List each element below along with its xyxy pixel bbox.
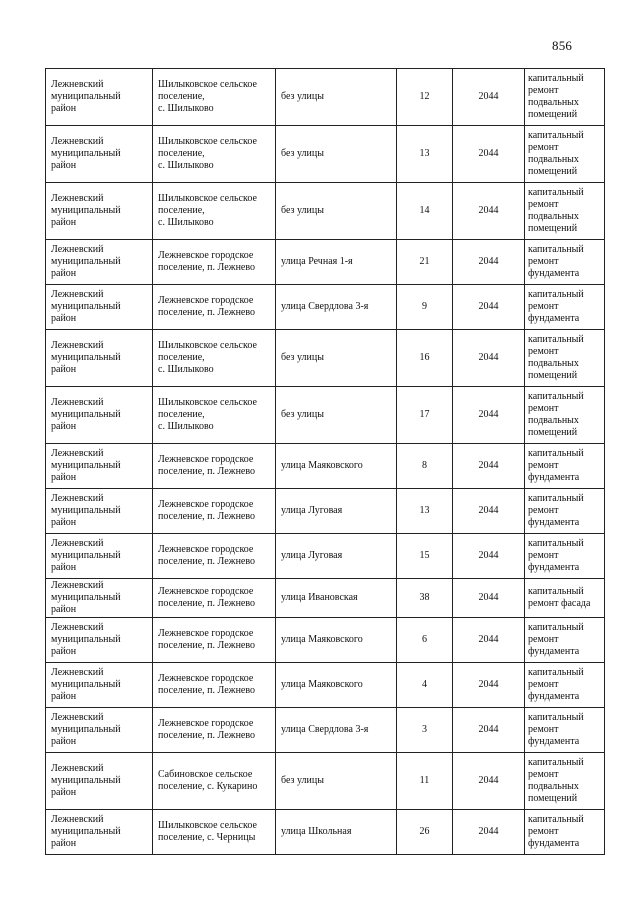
- street-cell-text: улица Ивановская: [281, 592, 358, 603]
- house-number-cell-text: 14: [419, 205, 430, 216]
- year-cell: [453, 618, 525, 663]
- settlement-cell-text: Сабиновское сельское поселение, с. Кукарино: [158, 769, 258, 792]
- settlement-cell-text: Шилыковское сельское поселение, с. Шилыково: [158, 397, 257, 432]
- settlement-cell-text: Лежневское городское поселение, п. Лежнево: [158, 544, 256, 567]
- work-type-cell: [525, 663, 605, 708]
- year-cell-text: 2044: [478, 724, 499, 735]
- year-cell-text: 2044: [478, 775, 499, 786]
- street-cell: [276, 183, 397, 240]
- year-cell: [453, 753, 525, 810]
- district-cell: [46, 534, 153, 579]
- work-type-cell-text: капитальный ремонт фундамента: [528, 538, 584, 573]
- street-cell: [276, 708, 397, 753]
- district-cell-text: Лежневский муниципальный район: [51, 814, 121, 849]
- house-number-cell: [397, 444, 453, 489]
- year-cell: [453, 708, 525, 753]
- work-type-cell: [525, 534, 605, 579]
- work-type-cell-text: капитальный ремонт фундамента: [528, 244, 584, 279]
- house-number-cell: [397, 240, 453, 285]
- table-row: [46, 579, 605, 618]
- street-cell: [276, 618, 397, 663]
- table-row: [46, 444, 605, 489]
- street-cell-text: без улицы: [281, 148, 324, 159]
- table-row: [46, 534, 605, 579]
- street-cell: [276, 810, 397, 855]
- street-cell-text: без улицы: [281, 205, 324, 216]
- street-cell-text: улица Маяковского: [281, 634, 363, 645]
- settlement-cell: [153, 579, 276, 618]
- house-number-cell: [397, 285, 453, 330]
- district-cell-text: Лежневский муниципальный район: [51, 397, 121, 432]
- house-number-cell: [397, 183, 453, 240]
- work-type-cell-text: капитальный ремонт фундамента: [528, 814, 584, 849]
- district-cell-text: Лежневский муниципальный район: [51, 79, 121, 114]
- house-number-cell-text: 21: [419, 256, 430, 267]
- district-cell: [46, 708, 153, 753]
- street-cell: [276, 753, 397, 810]
- page-number: 856: [552, 38, 573, 53]
- district-cell-text: Лежневский муниципальный район: [51, 340, 121, 375]
- work-type-cell-text: капитальный ремонт фундамента: [528, 448, 584, 483]
- settlement-cell-text: Шилыковское сельское поселение, с. Шилыково: [158, 340, 257, 375]
- district-cell: [46, 69, 153, 126]
- work-type-cell: [525, 330, 605, 387]
- year-cell-text: 2044: [478, 505, 499, 516]
- year-cell-text: 2044: [478, 301, 499, 312]
- year-cell-text: 2044: [478, 91, 499, 102]
- year-cell-text: 2044: [478, 148, 499, 159]
- settlement-cell: [153, 810, 276, 855]
- street-cell-text: улица Маяковского: [281, 460, 363, 471]
- repair-schedule-table: [45, 68, 605, 855]
- street-cell-text: улица Речная 1-я: [281, 256, 353, 267]
- house-number-cell-text: 15: [419, 550, 430, 561]
- year-cell: [453, 444, 525, 489]
- year-cell: [453, 183, 525, 240]
- district-cell-text: Лежневский муниципальный район: [51, 448, 121, 483]
- year-cell: [453, 534, 525, 579]
- house-number-cell: [397, 534, 453, 579]
- work-type-cell: [525, 285, 605, 330]
- settlement-cell-text: Шилыковское сельское поселение, с. Черницы: [158, 820, 257, 843]
- settlement-cell: [153, 663, 276, 708]
- settlement-cell-text: Лежневское городское поселение, п. Лежнево: [158, 718, 256, 741]
- street-cell-text: улица Свердлова 3-я: [281, 301, 369, 312]
- settlement-cell: [153, 708, 276, 753]
- street-cell: [276, 285, 397, 330]
- house-number-cell-text: 11: [419, 775, 430, 786]
- house-number-cell-text: 4: [422, 679, 427, 690]
- house-number-cell: [397, 126, 453, 183]
- table-row: [46, 285, 605, 330]
- year-cell-text: 2044: [478, 409, 499, 420]
- house-number-cell: [397, 330, 453, 387]
- house-number-cell-text: 38: [419, 592, 430, 603]
- year-cell: [453, 240, 525, 285]
- street-cell-text: без улицы: [281, 352, 324, 363]
- house-number-cell-text: 13: [419, 505, 430, 516]
- district-cell: [46, 444, 153, 489]
- street-cell: [276, 240, 397, 285]
- street-cell: [276, 489, 397, 534]
- work-type-cell: [525, 753, 605, 810]
- table-row: [46, 708, 605, 753]
- work-type-cell-text: капитальный ремонт фасада: [528, 586, 591, 609]
- district-cell: [46, 618, 153, 663]
- year-cell: [453, 387, 525, 444]
- work-type-cell-text: капитальный ремонт фундамента: [528, 667, 584, 702]
- year-cell-text: 2044: [478, 634, 499, 645]
- street-cell: [276, 69, 397, 126]
- district-cell-text: Лежневский муниципальный район: [51, 580, 121, 615]
- work-type-cell: [525, 126, 605, 183]
- street-cell: [276, 387, 397, 444]
- settlement-cell: [153, 618, 276, 663]
- work-type-cell-text: капитальный ремонт подвальных помещений: [528, 757, 584, 804]
- settlement-cell: [153, 387, 276, 444]
- work-type-cell: [525, 444, 605, 489]
- house-number-cell-text: 9: [422, 301, 427, 312]
- district-cell: [46, 810, 153, 855]
- house-number-cell: [397, 618, 453, 663]
- settlement-cell-text: Шилыковское сельское поселение, с. Шилыково: [158, 136, 257, 171]
- work-type-cell: [525, 579, 605, 618]
- settlement-cell: [153, 69, 276, 126]
- settlement-cell: [153, 285, 276, 330]
- table-row: [46, 663, 605, 708]
- year-cell: [453, 579, 525, 618]
- year-cell: [453, 663, 525, 708]
- house-number-cell: [397, 387, 453, 444]
- house-number-cell: [397, 69, 453, 126]
- district-cell-text: Лежневский муниципальный район: [51, 193, 121, 228]
- settlement-cell: [153, 240, 276, 285]
- district-cell: [46, 183, 153, 240]
- street-cell-text: улица Свердлова 3-я: [281, 724, 369, 735]
- table-row: [46, 330, 605, 387]
- district-cell-text: Лежневский муниципальный район: [51, 622, 121, 657]
- table-row: [46, 387, 605, 444]
- work-type-cell-text: капитальный ремонт подвальных помещений: [528, 391, 584, 438]
- district-cell: [46, 579, 153, 618]
- work-type-cell-text: капитальный ремонт фундамента: [528, 289, 584, 324]
- year-cell: [453, 330, 525, 387]
- district-cell: [46, 489, 153, 534]
- table-row: [46, 240, 605, 285]
- work-type-cell-text: капитальный ремонт фундамента: [528, 622, 584, 657]
- street-cell: [276, 126, 397, 183]
- settlement-cell: [153, 183, 276, 240]
- year-cell: [453, 285, 525, 330]
- street-cell: [276, 330, 397, 387]
- year-cell-text: 2044: [478, 592, 499, 603]
- work-type-cell-text: капитальный ремонт подвальных помещений: [528, 187, 584, 234]
- street-cell-text: улица Маяковского: [281, 679, 363, 690]
- house-number-cell: [397, 708, 453, 753]
- district-cell-text: Лежневский муниципальный район: [51, 493, 121, 528]
- district-cell-text: Лежневский муниципальный район: [51, 289, 121, 324]
- house-number-cell: [397, 810, 453, 855]
- work-type-cell-text: капитальный ремонт фундамента: [528, 493, 584, 528]
- year-cell-text: 2044: [478, 679, 499, 690]
- street-cell-text: без улицы: [281, 91, 324, 102]
- district-cell-text: Лежневский муниципальный район: [51, 712, 121, 747]
- street-cell-text: улица Луговая: [281, 550, 343, 561]
- settlement-cell: [153, 489, 276, 534]
- house-number-cell: [397, 753, 453, 810]
- work-type-cell: [525, 240, 605, 285]
- year-cell: [453, 69, 525, 126]
- table-row: [46, 126, 605, 183]
- table-row: [46, 753, 605, 810]
- work-type-cell-text: капитальный ремонт подвальных помещений: [528, 73, 584, 120]
- settlement-cell: [153, 444, 276, 489]
- year-cell-text: 2044: [478, 826, 499, 837]
- year-cell-text: 2044: [478, 256, 499, 267]
- work-type-cell: [525, 618, 605, 663]
- year-cell: [453, 810, 525, 855]
- district-cell: [46, 663, 153, 708]
- settlement-cell: [153, 126, 276, 183]
- work-type-cell: [525, 69, 605, 126]
- year-cell-text: 2044: [478, 550, 499, 561]
- work-type-cell: [525, 183, 605, 240]
- street-cell: [276, 444, 397, 489]
- table-row: [46, 183, 605, 240]
- table-body: [46, 69, 605, 855]
- house-number-cell-text: 6: [422, 634, 427, 645]
- district-cell: [46, 126, 153, 183]
- table-row: [46, 618, 605, 663]
- street-cell: [276, 579, 397, 618]
- district-cell-text: Лежневский муниципальный район: [51, 538, 121, 573]
- year-cell: [453, 489, 525, 534]
- year-cell-text: 2044: [478, 205, 499, 216]
- year-cell: [453, 126, 525, 183]
- house-number-cell: [397, 579, 453, 618]
- settlement-cell-text: Шилыковское сельское поселение, с. Шилыково: [158, 79, 257, 114]
- work-type-cell: [525, 810, 605, 855]
- street-cell-text: без улицы: [281, 409, 324, 420]
- settlement-cell-text: Лежневское городское поселение, п. Лежнево: [158, 628, 256, 651]
- street-cell: [276, 534, 397, 579]
- settlement-cell-text: Лежневское городское поселение, п. Лежнево: [158, 295, 256, 318]
- district-cell-text: Лежневский муниципальный район: [51, 667, 121, 702]
- street-cell-text: улица Школьная: [281, 826, 352, 837]
- house-number-cell-text: 3: [422, 724, 427, 735]
- district-cell: [46, 330, 153, 387]
- settlement-cell: [153, 753, 276, 810]
- work-type-cell: [525, 708, 605, 753]
- settlement-cell: [153, 534, 276, 579]
- settlement-cell-text: Лежневское городское поселение, п. Лежнево: [158, 250, 256, 273]
- work-type-cell-text: капитальный ремонт фундамента: [528, 712, 584, 747]
- work-type-cell-text: капитальный ремонт подвальных помещений: [528, 334, 584, 381]
- house-number-cell-text: 17: [419, 409, 430, 420]
- house-number-cell: [397, 489, 453, 534]
- street-cell-text: улица Луговая: [281, 505, 343, 516]
- settlement-cell-text: Лежневское городское поселение, п. Лежнево: [158, 586, 256, 609]
- street-cell: [276, 663, 397, 708]
- house-number-cell-text: 26: [419, 826, 430, 837]
- district-cell-text: Лежневский муниципальный район: [51, 763, 121, 798]
- district-cell: [46, 240, 153, 285]
- house-number-cell: [397, 663, 453, 708]
- table-row: [46, 69, 605, 126]
- district-cell: [46, 285, 153, 330]
- street-cell-text: без улицы: [281, 775, 324, 786]
- table-row: [46, 810, 605, 855]
- table-row: [46, 489, 605, 534]
- district-cell: [46, 753, 153, 810]
- settlement-cell: [153, 330, 276, 387]
- settlement-cell-text: Лежневское городское поселение, п. Лежнево: [158, 673, 256, 696]
- district-cell-text: Лежневский муниципальный район: [51, 244, 121, 279]
- work-type-cell: [525, 489, 605, 534]
- work-type-cell: [525, 387, 605, 444]
- year-cell-text: 2044: [478, 352, 499, 363]
- district-cell: [46, 387, 153, 444]
- settlement-cell-text: Лежневское городское поселение, п. Лежнево: [158, 454, 256, 477]
- house-number-cell-text: 8: [422, 460, 427, 471]
- settlement-cell-text: Лежневское городское поселение, п. Лежнево: [158, 499, 256, 522]
- district-cell-text: Лежневский муниципальный район: [51, 136, 121, 171]
- house-number-cell-text: 16: [419, 352, 430, 363]
- work-type-cell-text: капитальный ремонт подвальных помещений: [528, 130, 584, 177]
- house-number-cell-text: 12: [419, 91, 430, 102]
- house-number-cell-text: 13: [419, 148, 430, 159]
- settlement-cell-text: Шилыковское сельское поселение, с. Шилыково: [158, 193, 257, 228]
- year-cell-text: 2044: [478, 460, 499, 471]
